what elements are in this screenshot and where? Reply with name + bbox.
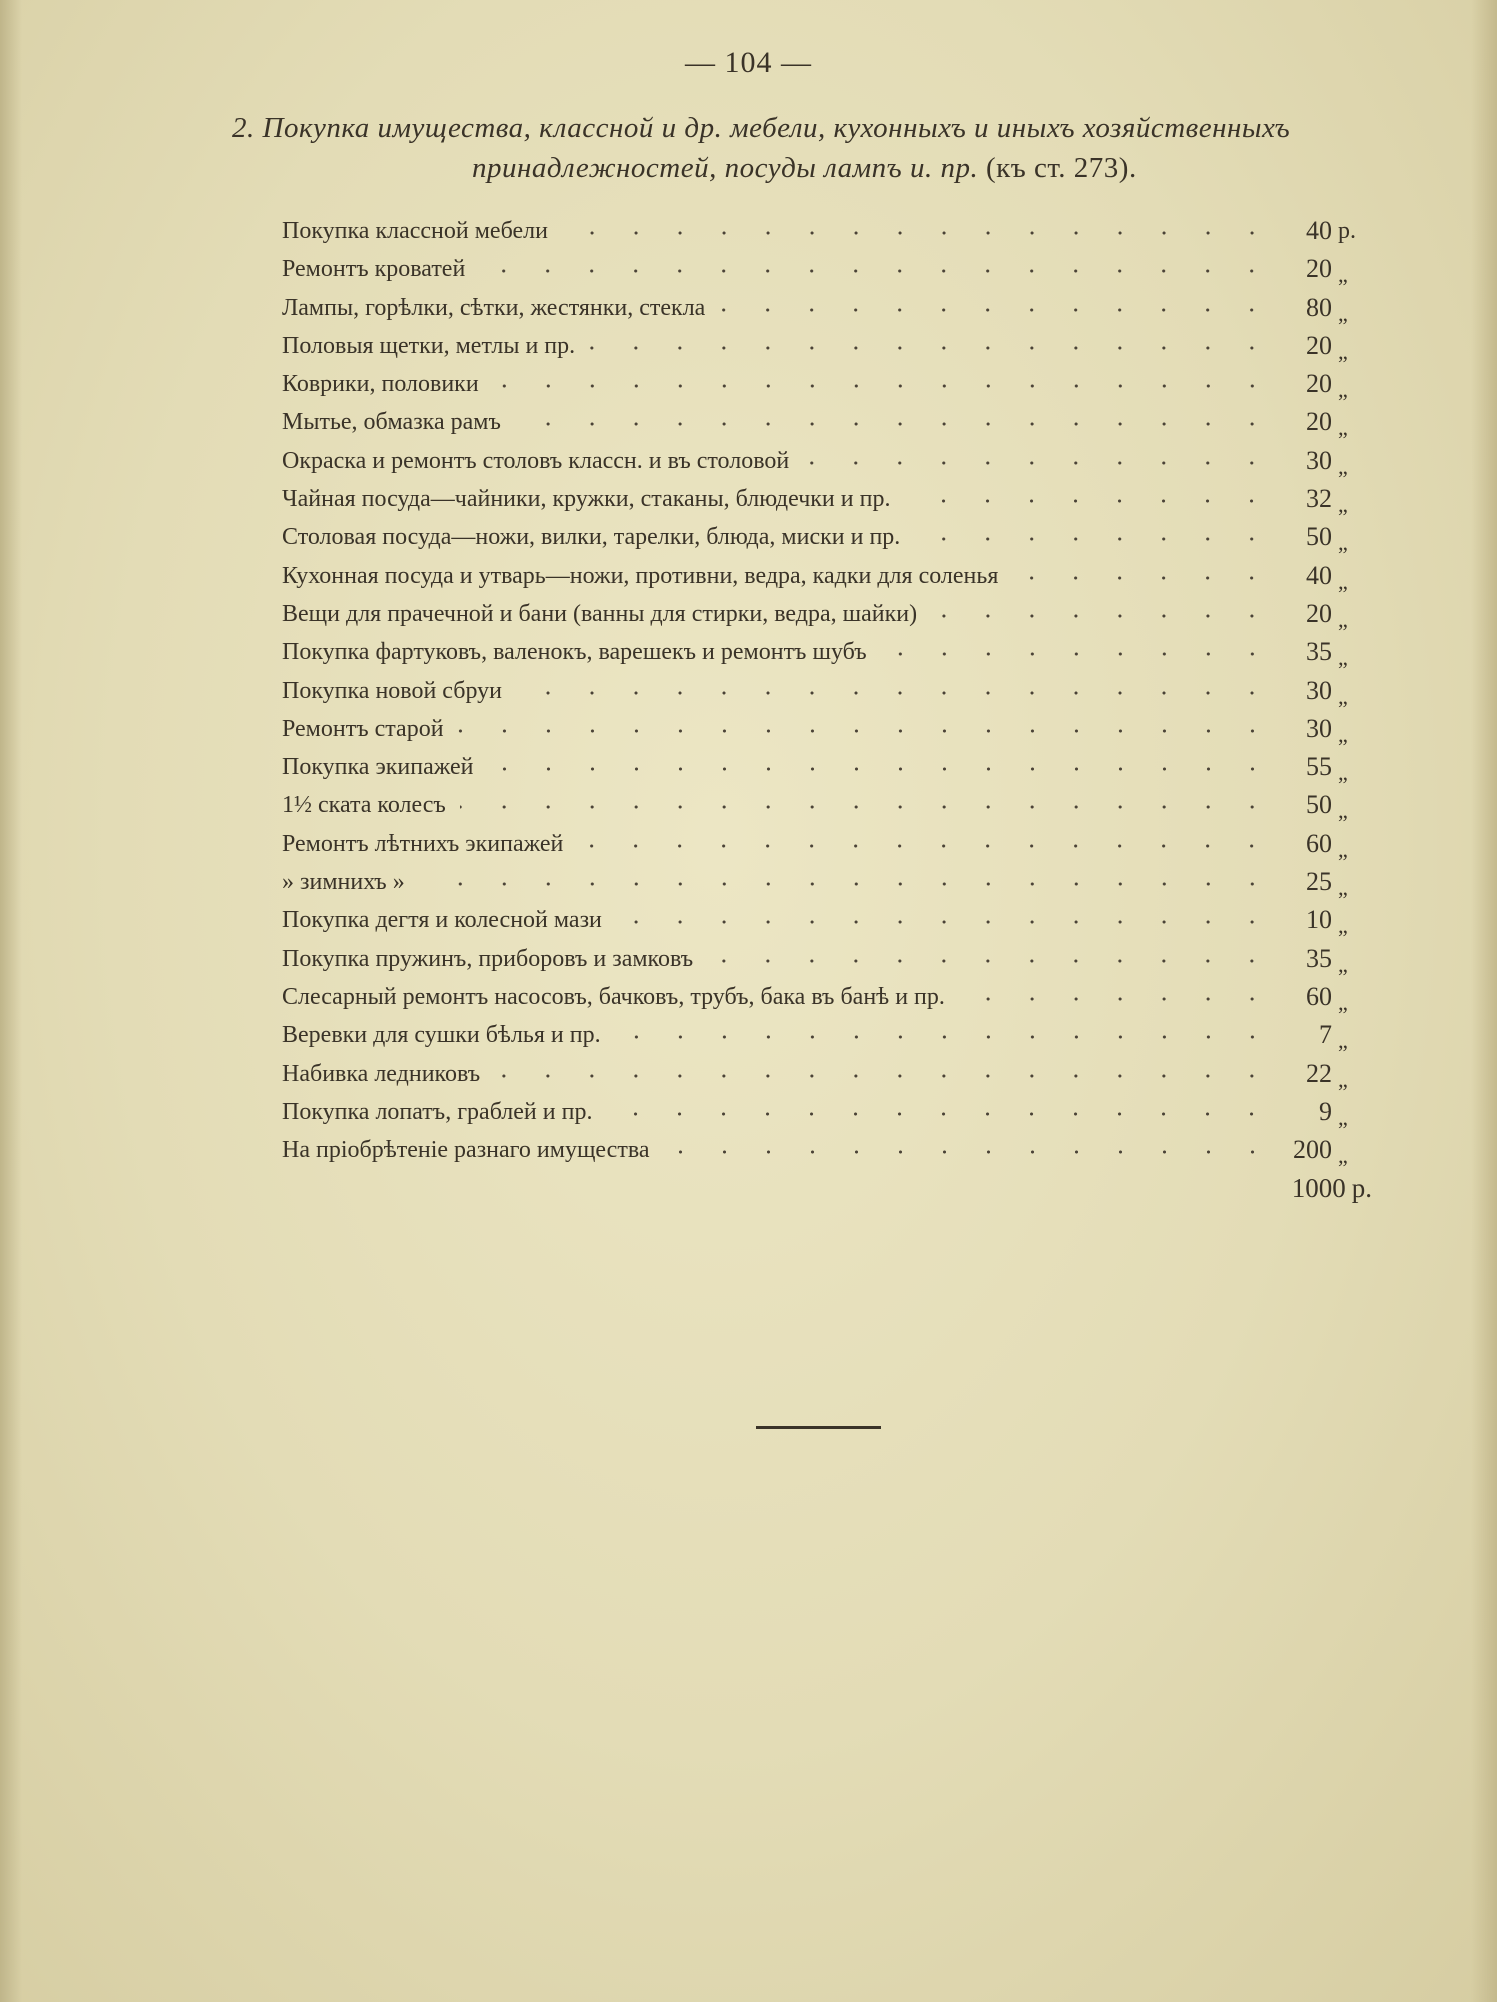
- expense-row-unit: „: [1338, 798, 1348, 824]
- expense-row: [282, 978, 1372, 1016]
- expense-row-amount: 7: [1319, 1020, 1332, 1050]
- expense-row: [282, 710, 1372, 748]
- expense-row-label: » зимнихъ »: [282, 869, 405, 896]
- expense-row-unit: „: [1338, 836, 1348, 862]
- expense-row-amount: 30: [1306, 445, 1332, 475]
- expense-row-unit: „: [1338, 1143, 1348, 1169]
- expense-row-amount: 30: [1306, 713, 1332, 743]
- dot-leader: [577, 844, 1274, 848]
- dot-leader: [458, 729, 1274, 733]
- dot-leader: [460, 805, 1274, 809]
- expense-row-unit: „: [1338, 530, 1348, 556]
- expense-row-unit: „: [1338, 415, 1348, 441]
- dot-leader: [615, 1035, 1274, 1039]
- expense-row-label: Слесарный ремонтъ насосовъ, бачковъ, трубъ, бака въ банѣ и пр.: [282, 983, 945, 1010]
- expense-row: [282, 289, 1372, 327]
- expense-row: [282, 327, 1372, 365]
- expense-row-label: Покупка дегтя и колесной мази: [282, 907, 602, 934]
- expense-row-unit: „: [1338, 377, 1348, 403]
- expense-row-unit: р.: [1338, 218, 1356, 244]
- expense-row: [282, 748, 1372, 786]
- dot-leader: [616, 920, 1274, 924]
- expense-row: [282, 901, 1372, 939]
- expense-list: [282, 212, 1372, 1169]
- expense-row: [282, 442, 1372, 480]
- expense-row-label: Набивка ледниковъ: [282, 1060, 481, 1087]
- expense-row-amount: 50: [1306, 790, 1332, 820]
- expense-row-unit: „: [1338, 645, 1348, 671]
- dot-leader: [515, 422, 1274, 426]
- expense-row: [282, 250, 1372, 288]
- section-heading-line-2-text: принадлежностей, посуды лампъ и. пр.: [472, 152, 979, 184]
- expense-row-label: Покупка пружинъ, приборовъ и замковъ: [282, 945, 694, 972]
- dot-leader: [664, 1150, 1275, 1154]
- expense-row-label: Столовая посуда—ножи, вилки, тарелки, блюда, миски и пр.: [282, 524, 901, 551]
- expense-row-unit: „: [1338, 338, 1348, 364]
- expense-row-label: Ремонтъ старой: [282, 715, 444, 742]
- expense-row-amount: 40: [1306, 216, 1332, 245]
- dot-leader: [803, 461, 1274, 465]
- section-heading-line-2: [232, 148, 1432, 188]
- dot-leader: [488, 767, 1274, 771]
- dot-leader: [931, 614, 1274, 618]
- dot-leader: [959, 997, 1274, 1001]
- expense-row: [282, 863, 1372, 901]
- dot-leader: [914, 537, 1274, 541]
- expense-row-unit: „: [1338, 683, 1348, 709]
- expense-row: [282, 672, 1372, 710]
- expense-row-amount: 60: [1306, 981, 1332, 1011]
- dot-leader: [719, 308, 1274, 312]
- expense-row: [282, 940, 1372, 978]
- expense-row-label: Покупка фартуковъ, валенокъ, варешекъ и ремонтъ шубъ: [282, 639, 867, 666]
- expense-row-unit: „: [1338, 1104, 1348, 1130]
- expense-row: [282, 403, 1372, 441]
- expense-row: [282, 595, 1372, 633]
- expense-row-unit: „: [1338, 875, 1348, 901]
- expense-row: [282, 212, 1372, 250]
- expense-row: [282, 1093, 1372, 1131]
- expense-row-label: Мытье, обмазка рамъ: [282, 409, 501, 436]
- expense-row-amount: 20: [1306, 407, 1332, 437]
- page-number: — 104 —: [685, 46, 812, 79]
- expense-row-amount: 20: [1306, 598, 1332, 628]
- expense-row-label: Покупка экипажей: [282, 754, 474, 781]
- expense-row: [282, 1055, 1372, 1093]
- expense-row-unit: „: [1338, 913, 1348, 939]
- expense-row-unit: „: [1338, 721, 1348, 747]
- expense-row: [282, 1131, 1372, 1169]
- expense-row-amount: 22: [1306, 1058, 1332, 1088]
- expense-row-amount: 40: [1306, 560, 1332, 590]
- expense-row-unit: „: [1338, 300, 1348, 326]
- section-heading-line-1: 2. Покупка имущества, классной и др. мебели, кухонныхъ и иныхъ хозяйственныхъ: [232, 112, 1291, 144]
- expense-row: [282, 633, 1372, 671]
- dot-leader: [493, 384, 1274, 388]
- dot-leader: [562, 231, 1274, 235]
- expense-row: [282, 518, 1372, 556]
- expense-row-label: Коврики, половики: [282, 371, 479, 398]
- expense-row-amount: 50: [1306, 522, 1332, 552]
- expense-row-amount: 20: [1306, 254, 1332, 284]
- expense-row: [282, 480, 1372, 518]
- expense-row-amount: 200: [1293, 1135, 1332, 1165]
- expense-row-label: Чайная посуда—чайники, кружки, стаканы, блюдечки и пр.: [282, 486, 891, 513]
- expense-row-label: Ремонтъ лѣтнихъ экипажей: [282, 830, 564, 857]
- closing-rule: [756, 1426, 881, 1429]
- expense-row-unit: „: [1338, 262, 1348, 288]
- expense-row-unit: „: [1338, 606, 1348, 632]
- expense-row-label: Покупка классной мебели: [282, 218, 548, 244]
- expense-row-unit: „: [1338, 492, 1348, 518]
- section-heading: [232, 108, 1432, 188]
- dot-leader: [904, 499, 1274, 503]
- expense-row-label: Окраска и ремонтъ столовъ классн. и въ столовой: [282, 447, 790, 474]
- expense-row-amount: 10: [1306, 905, 1332, 935]
- expense-row-label: Лампы, горѣлки, сѣтки, жестянки, стекла: [282, 294, 706, 321]
- dot-leader: [419, 882, 1274, 886]
- dot-leader: [494, 1074, 1274, 1078]
- expense-row: [282, 557, 1372, 595]
- expense-row-unit: „: [1338, 760, 1348, 786]
- expense-row-unit: „: [1338, 1028, 1348, 1054]
- expense-row-amount: 35: [1306, 637, 1332, 667]
- dot-leader: [707, 959, 1274, 963]
- expense-row-amount: 9: [1319, 1096, 1332, 1126]
- dot-leader: [479, 269, 1274, 273]
- expense-row: [282, 786, 1372, 824]
- expense-row-unit: „: [1338, 989, 1348, 1015]
- expense-row-amount: 60: [1306, 828, 1332, 858]
- expense-row-amount: 20: [1306, 369, 1332, 399]
- page-edge-shadow-left: [0, 0, 22, 2002]
- expense-row-label: Вещи для прачечной и бани (ванны для стирки, ведра, шайки): [282, 600, 918, 627]
- dot-leader: [516, 691, 1274, 695]
- expense-row-label: Покупка лопатъ, граблей и пр.: [282, 1098, 593, 1125]
- dot-leader: [589, 346, 1274, 350]
- expense-row-label: Веревки для сушки бѣлья и пр.: [282, 1022, 601, 1049]
- page-edge-shadow-right: [1471, 0, 1497, 2002]
- expense-row-label: Половыя щетки, метлы и пр.: [282, 332, 576, 359]
- expense-row-amount: 80: [1306, 292, 1332, 322]
- section-heading-reference: (къ ст. 273).: [985, 152, 1137, 184]
- expense-row-label: Ремонтъ кроватей: [282, 256, 466, 283]
- expense-row-amount: 25: [1306, 867, 1332, 897]
- expense-row-unit: „: [1338, 951, 1348, 977]
- expense-total: [1292, 1173, 1372, 1204]
- expense-row-label: Покупка новой сбруи: [282, 677, 502, 704]
- expense-row-label: 1½ ската колесъ: [282, 792, 446, 819]
- dot-leader: [1012, 576, 1274, 580]
- expense-row-amount: 55: [1306, 752, 1332, 782]
- expense-row-amount: 30: [1306, 675, 1332, 705]
- expense-row: [282, 365, 1372, 403]
- expense-row-amount: 20: [1306, 330, 1332, 360]
- expense-total-unit: р.: [1351, 1173, 1372, 1203]
- expense-row-unit: „: [1338, 1066, 1348, 1092]
- expense-row: [282, 1016, 1372, 1054]
- dot-leader: [606, 1112, 1274, 1116]
- expense-row: [282, 825, 1372, 863]
- dot-leader: [881, 652, 1274, 656]
- expense-row-unit: „: [1338, 568, 1348, 594]
- expense-row-label: Кухонная посуда и утварь—ножи, противни, ведра, кадки для соленья: [282, 562, 999, 589]
- expense-row-unit: „: [1338, 453, 1348, 479]
- expense-total-amount: 1000: [1291, 1173, 1346, 1203]
- expense-row-amount: 35: [1306, 943, 1332, 973]
- expense-row-amount: 32: [1306, 484, 1332, 514]
- expense-row-label: На пріобрѣтеніе разнаго имущества: [282, 1137, 650, 1164]
